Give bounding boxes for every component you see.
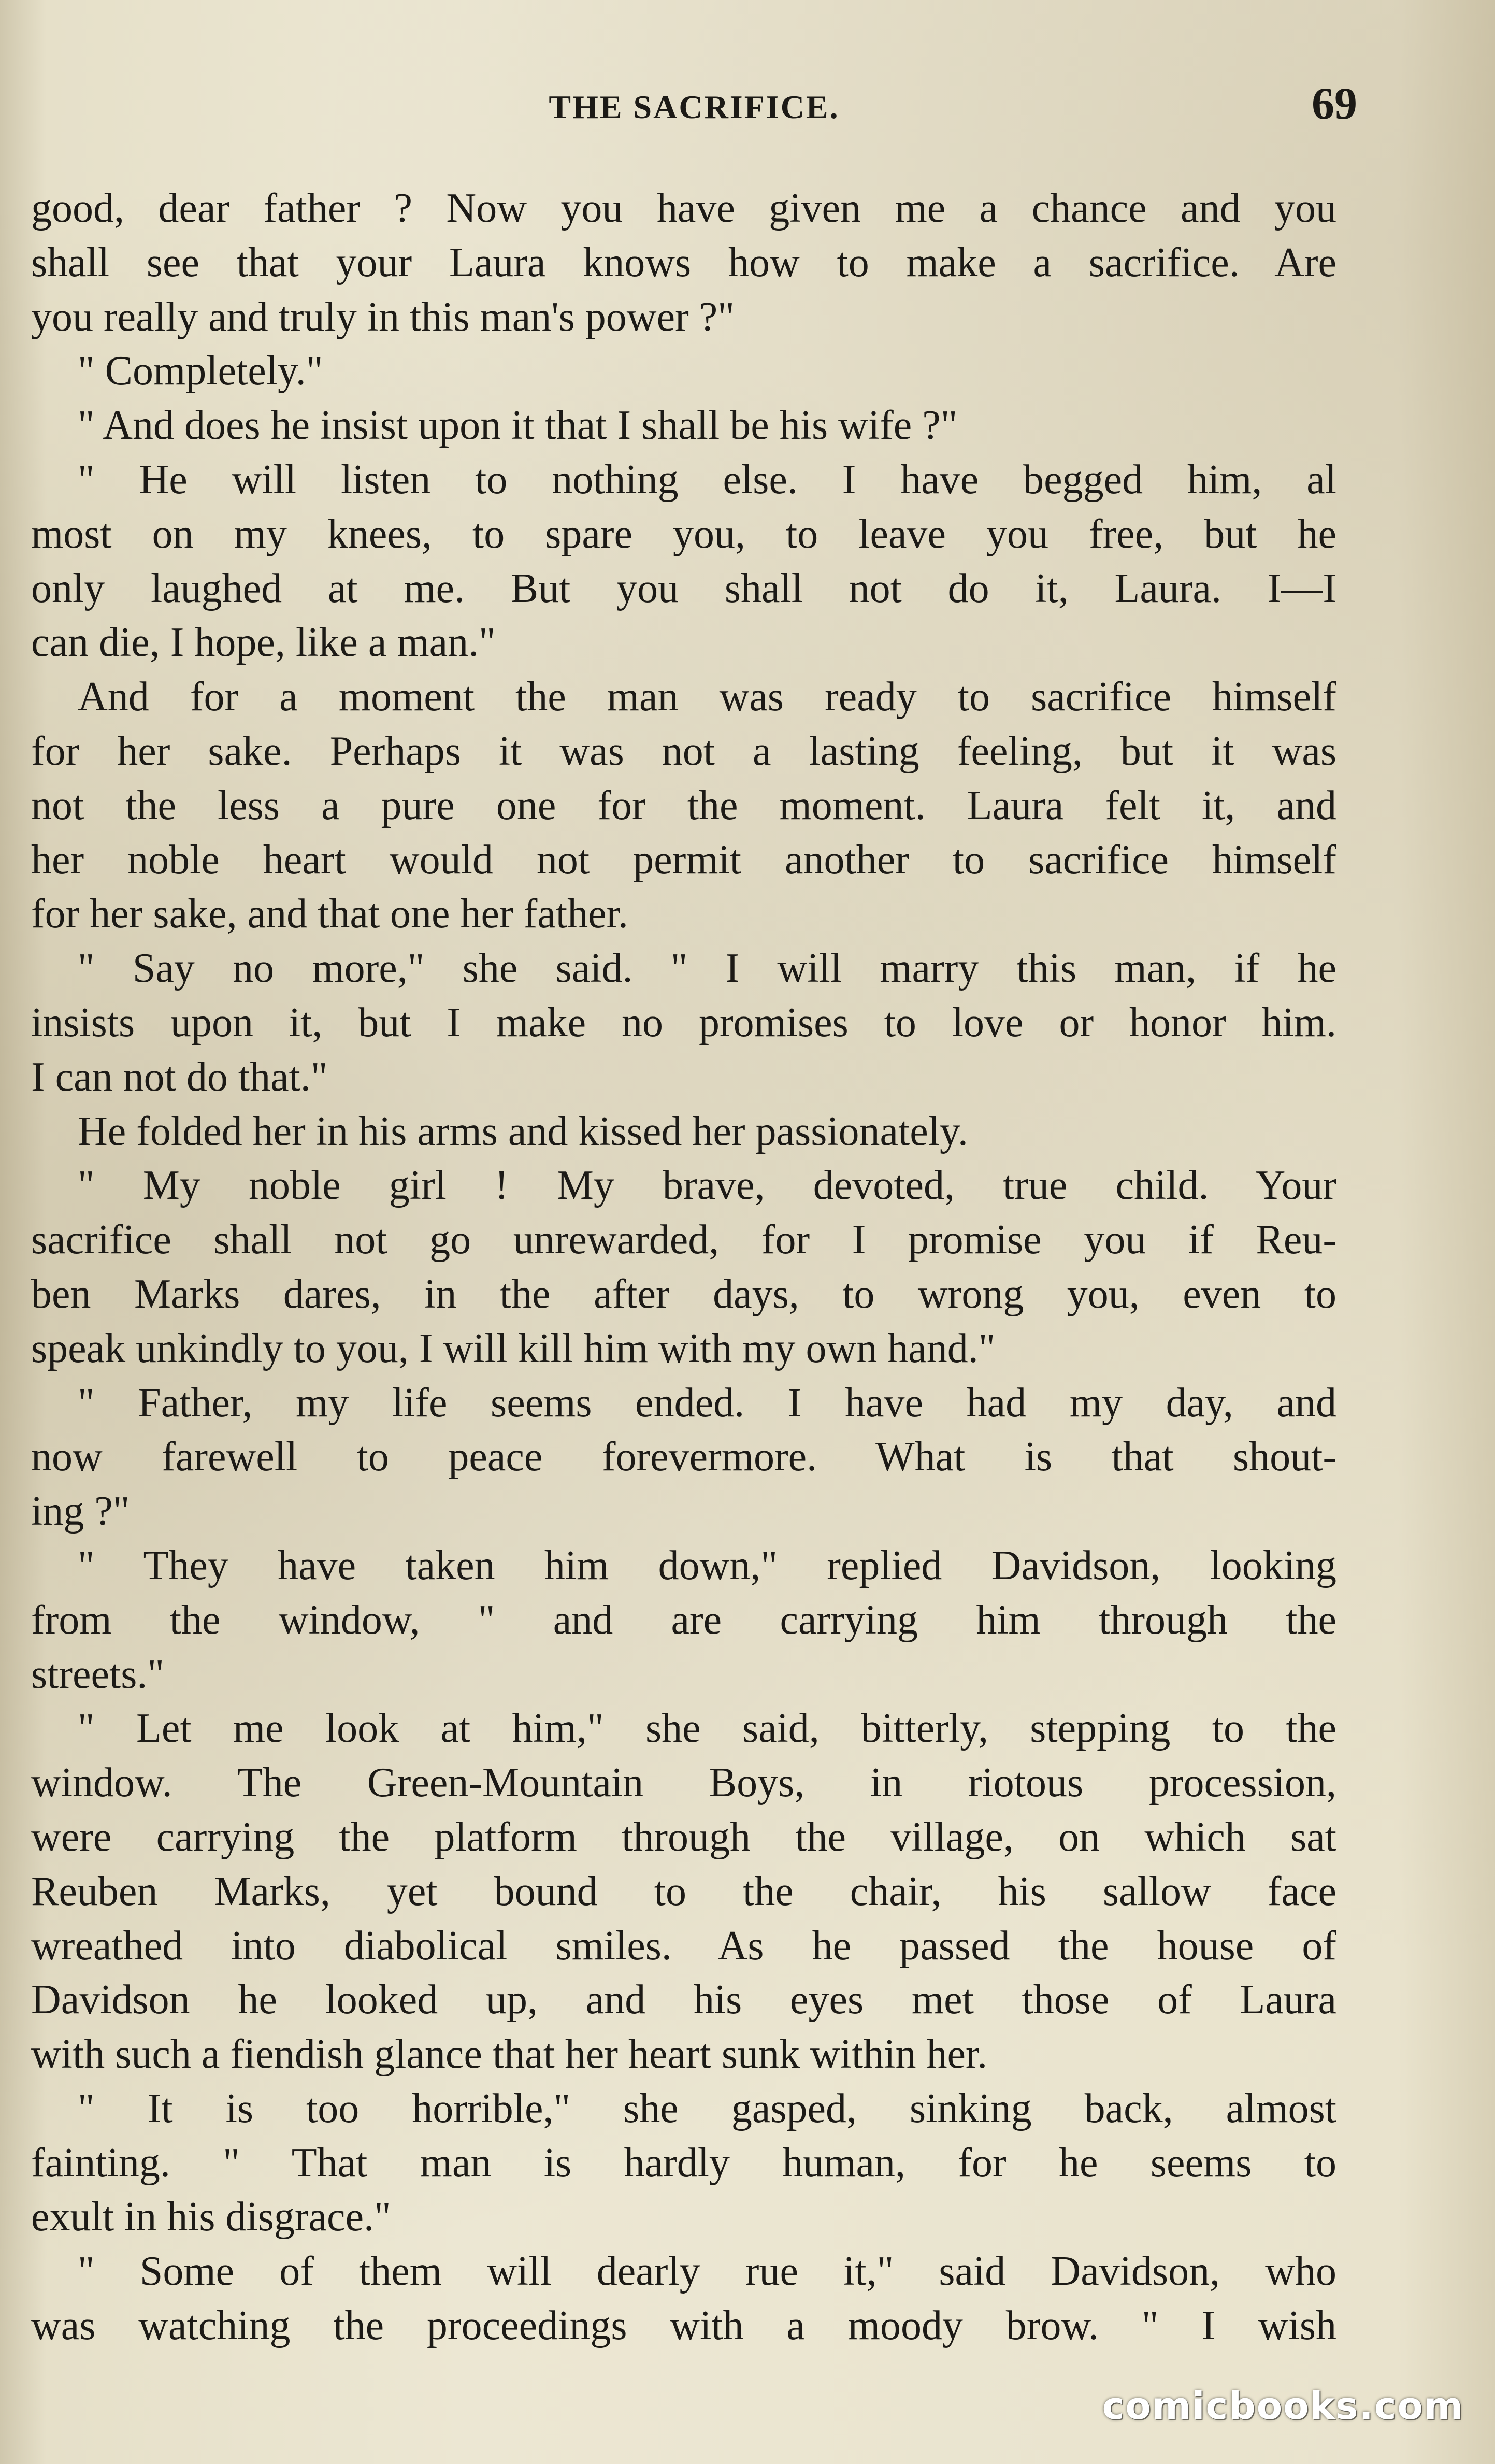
text-line: not the less a pure one for the moment. Laura felt it, and	[31, 782, 1336, 828]
text-line: streets."	[31, 1651, 165, 1697]
text-line: He folded her in his arms and kissed her passionately.	[78, 1108, 968, 1154]
text-line: And for a moment the man was ready to sacrifice himself	[78, 674, 1336, 720]
text-line: from the window, " and are carrying him through the	[31, 1597, 1336, 1643]
text-line: speak unkindly to you, I will kill him with my own hand."	[31, 1325, 996, 1371]
text-line: was watching the proceedings with a moody brow. " I wish	[31, 2303, 1336, 2349]
text-line: good, dear father ? Now you have given me a chance and you	[31, 185, 1336, 231]
text-line: insists upon it, but I make no promises to love or honor him.	[31, 999, 1336, 1045]
text-line: " It is too horrible," she gasped, sinking back, almost	[78, 2085, 1336, 2131]
text-line: only laughed at me. But you shall not do it, Laura. I—I	[31, 565, 1336, 611]
text-line: I can not do that."	[31, 1054, 328, 1100]
text-line: shall see that your Laura knows how to make a sacrifice. Are	[31, 239, 1336, 285]
text-line: " Completely."	[78, 348, 323, 394]
text-line: sacrifice shall not go unrewarded, for I promise you if Reu-	[31, 1217, 1336, 1263]
watermark: comicbooks.com	[1102, 2384, 1464, 2428]
text-line: " Let me look at him," she said, bitterly, stepping to the	[78, 1706, 1336, 1752]
text-line: for her sake. Perhaps it was not a lasting feeling, but it was	[31, 728, 1336, 774]
text-line: window. The Green-Mountain Boys, in riotous procession,	[31, 1760, 1336, 1806]
running-head: THE SACRIFICE.	[549, 89, 840, 125]
text-line: ben Marks dares, in the after days, to wrong you, even to	[31, 1271, 1336, 1317]
text-line: can die, I hope, like a man."	[31, 620, 496, 666]
text-line: were carrying the platform through the village, on which sat	[31, 1814, 1336, 1860]
text-line: exult in his disgrace."	[31, 2194, 391, 2240]
text-line: " My noble girl ! My brave, devoted, true child. Your	[78, 1163, 1336, 1209]
text-line: " They have taken him down," replied Davidson, looking	[78, 1542, 1336, 1588]
page-number: 69	[1312, 79, 1357, 129]
text-line: wreathed into diabolical smiles. As he passed the house of	[31, 1923, 1336, 1969]
text-line: " Say no more," she said. " I will marry this man, if he	[78, 946, 1336, 992]
text-line: Reuben Marks, yet bound to the chair, his sallow face	[31, 1868, 1336, 1914]
text-line: ing ?"	[31, 1488, 130, 1535]
page-header	[31, 78, 1357, 140]
text-line: " Father, my life seems ended. I have had my day, and	[78, 1380, 1336, 1426]
text-line: you really and truly in this man's power ?"	[31, 294, 735, 340]
text-line: most on my knees, to spare you, to leave you free, but he	[31, 511, 1336, 557]
text-line: with such a fiendish glance that her heart sunk within her.	[31, 2031, 988, 2078]
text-line: " He will listen to nothing else. I have begged him, al	[78, 456, 1336, 503]
text-line: now farewell to peace forevermore. What is that shout-	[31, 1434, 1336, 1480]
text-line: for her sake, and that one her father.	[31, 891, 628, 937]
body-text	[31, 181, 1336, 2353]
text-line: Davidson he looked up, and his eyes met those of Laura	[31, 1977, 1336, 2023]
text-line: " Some of them will dearly rue it," said Davidson, who	[78, 2248, 1336, 2295]
text-line: fainting. " That man is hardly human, for he seems to	[31, 2140, 1336, 2186]
text-line: " And does he insist upon it that I shall be his wife ?"	[78, 403, 958, 449]
text-line: her noble heart would not permit another to sacrifice himself	[31, 837, 1336, 883]
